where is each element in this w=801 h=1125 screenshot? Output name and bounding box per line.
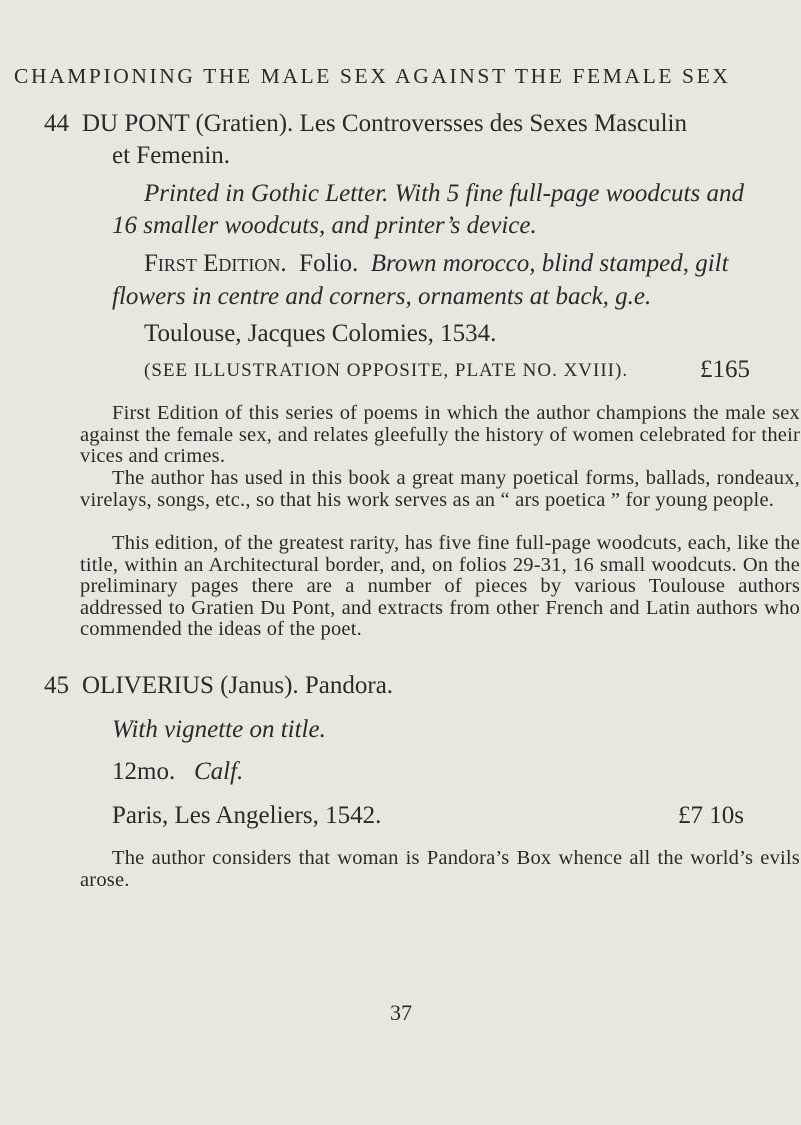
lot-title-44: DU PONT (Gratien). Les Controversses des Sexes Masculin: [82, 110, 687, 137]
lot-title-cont-44: et Femenin.: [112, 142, 231, 169]
binding-text: Calf.: [193, 758, 244, 785]
lot-see-note-44: (SEE ILLUSTRATION OPPOSITE, PLATE NO. XVIII).: [144, 360, 629, 381]
lot-desc-44-line1: Printed in Gothic Letter. With 5 fine full-page woodcuts and: [144, 180, 744, 207]
lot-number-45: 45: [44, 672, 69, 699]
lot-binding-44-line2: flowers in centre and corners, ornaments at back, g.e.: [112, 283, 652, 310]
lot-desc-45: With vignette on title.: [112, 716, 326, 743]
lot-desc-44-line2: 16 smaller woodcuts, and printer’s device.: [112, 212, 537, 239]
edition-label: First Edition.: [144, 250, 287, 277]
lot-binding-44-line1: [144, 250, 729, 278]
lot-note-44-2: The author has used in this book a great many poetical forms, ballads, rondeaux, virelays, songs, etc., so that his work serves as an “ ars poetica ” for young people.: [80, 467, 800, 511]
lot-title-45: OLIVERIUS (Janus). Pandora.: [82, 672, 394, 699]
binding-text: Brown morocco, blind stamped, gilt: [370, 250, 729, 277]
lot-imprint-45: Paris, Les Angeliers, 1542.: [112, 802, 382, 829]
format-label: Folio.: [299, 250, 359, 277]
lot-binding-45: [112, 758, 243, 786]
lot-price-45: £7 10s: [678, 802, 744, 829]
lot-price-44: £165: [700, 356, 750, 383]
lot-number-44: 44: [44, 110, 69, 137]
page-heading: CHAMPIONING THE MALE SEX AGAINST THE FEMALE SEX: [14, 64, 731, 88]
lot-imprint-44: Toulouse, Jacques Colomies, 1534.: [144, 320, 497, 347]
page-number: 37: [390, 1000, 412, 1025]
lot-note-44-3: This edition, of the greatest rarity, has five fine full-page woodcuts, each, like the title, within an Architectural border, and, on folios 29-31, 16 small woodcuts. On the preliminary pages there are a number of pieces by various Toulouse authors addressed to Gratien Du Pont, and extracts from other French and Latin authors who commended the ideas of the poet.: [80, 532, 800, 640]
format-label: 12mo.: [112, 758, 176, 785]
lot-note-45-1: The author considers that woman is Pandora’s Box whence all the world’s evils arose.: [80, 847, 800, 891]
lot-note-44-1: First Edition of this series of poems in which the author champions the male sex against the female sex, and relates gleefully the history of women celebrated for their vices and crimes.: [80, 402, 800, 467]
